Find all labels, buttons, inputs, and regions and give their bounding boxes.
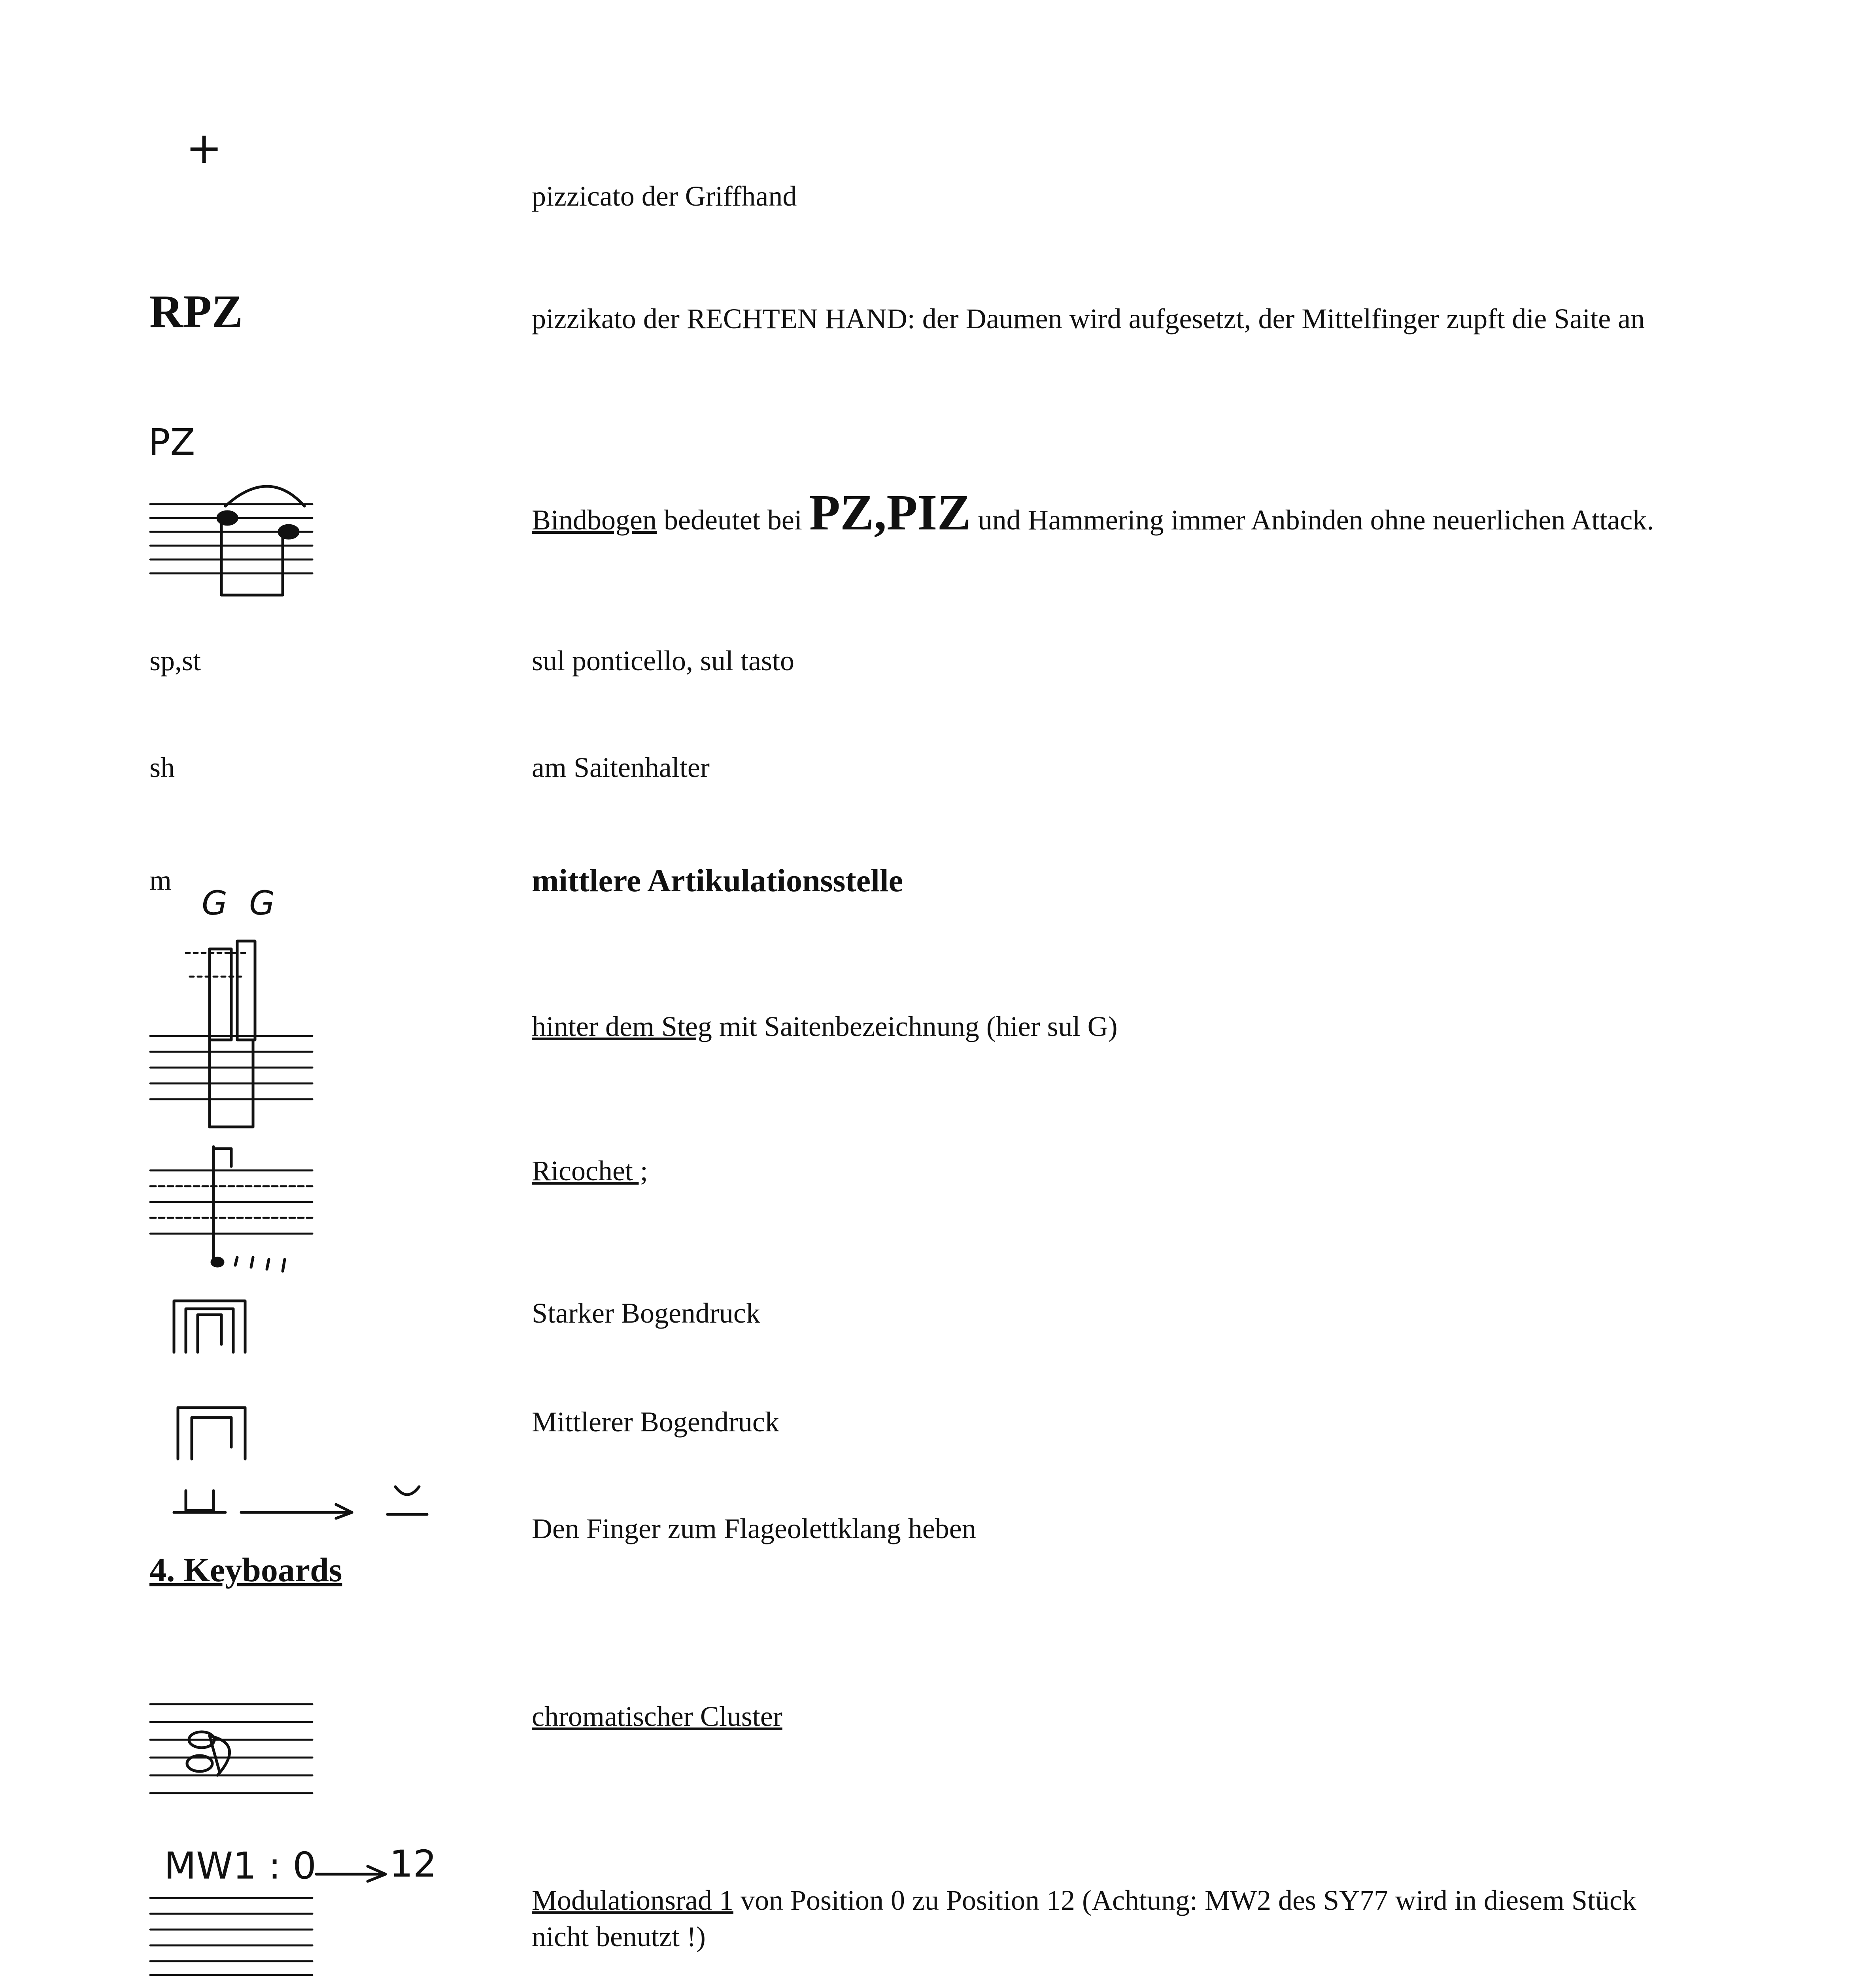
sp-st-description: sul ponticello, sul tasto [532,645,794,677]
section-heading-keyboards: 4. Keyboards [149,1551,342,1589]
sh-symbol: sh [149,752,175,783]
modulation-symbol-text: MW1 : 0 [164,1845,317,1888]
griffhand-pizz-description: pizzicato der Griffhand [532,180,797,212]
hinter-steg-description [532,1008,1118,1045]
string-label-g-1: G [202,884,228,922]
hinter-steg-staff-icon [146,933,324,1139]
mittlere-description: mittlere Artikulationsstelle [532,862,903,898]
rpz-description: pizzikato der RECHTEN HAND: der Daumen wird aufgesetzt, der Mittelfinger zupft die Saite an [532,303,1645,335]
pz-handwritten-label: PZ [148,421,195,463]
bindbogen-description [532,484,1678,541]
starker-bogendruck-description: Starker Bogendruck [532,1297,760,1329]
griffhand-pizz-symbol: + [186,123,223,173]
bindbogen-staff-icon [146,463,324,605]
flageolett-arrow-icon [170,1475,431,1526]
bindbogen-text-2: und Hammering immer Anbinden ohne neuerlichen Attack. [971,504,1654,536]
sp-st-symbol: sp,st [149,645,201,677]
modulation-term: Modulationsrad 1 [532,1884,733,1916]
mittlerer-bogendruck-icon [174,1400,253,1467]
rpz-symbol: RPZ [149,285,243,337]
bindbogen-text-1: bedeutet bei [656,504,809,536]
modulation-staff-lines [146,1894,324,1977]
bindbogen-pz-piz: PZ,PIZ [809,484,971,541]
sh-description: am Saitenhalter [532,752,710,783]
m-symbol: m [149,864,172,896]
ricochet-staff-icon [146,1143,324,1285]
mittlerer-bogendruck-description: Mittlerer Bogendruck [532,1406,779,1438]
starker-bogendruck-icon [170,1293,257,1360]
modulation-description [532,1882,1678,1955]
modulation-target-value: 12 [389,1843,437,1886]
hinter-steg-term: hinter dem Steg [532,1011,712,1042]
bindbogen-term: Bindbogen [532,504,657,536]
modulation-text: von Position 0 zu Position 12 (Achtung: MW2 des SY77 wird in diesem Stück nicht benutzt !) [532,1884,1636,1952]
flageolett-description: Den Finger zum Flageolettklang heben [532,1513,976,1544]
hinter-steg-text: mit Saitenbezeichnung (hier sul G) [712,1011,1118,1042]
cluster-staff-icon [146,1696,324,1799]
ricochet-description: Ricochet ; [532,1155,648,1187]
string-label-g-2: G [249,884,275,922]
cluster-description: chromatischer Cluster [532,1701,782,1732]
